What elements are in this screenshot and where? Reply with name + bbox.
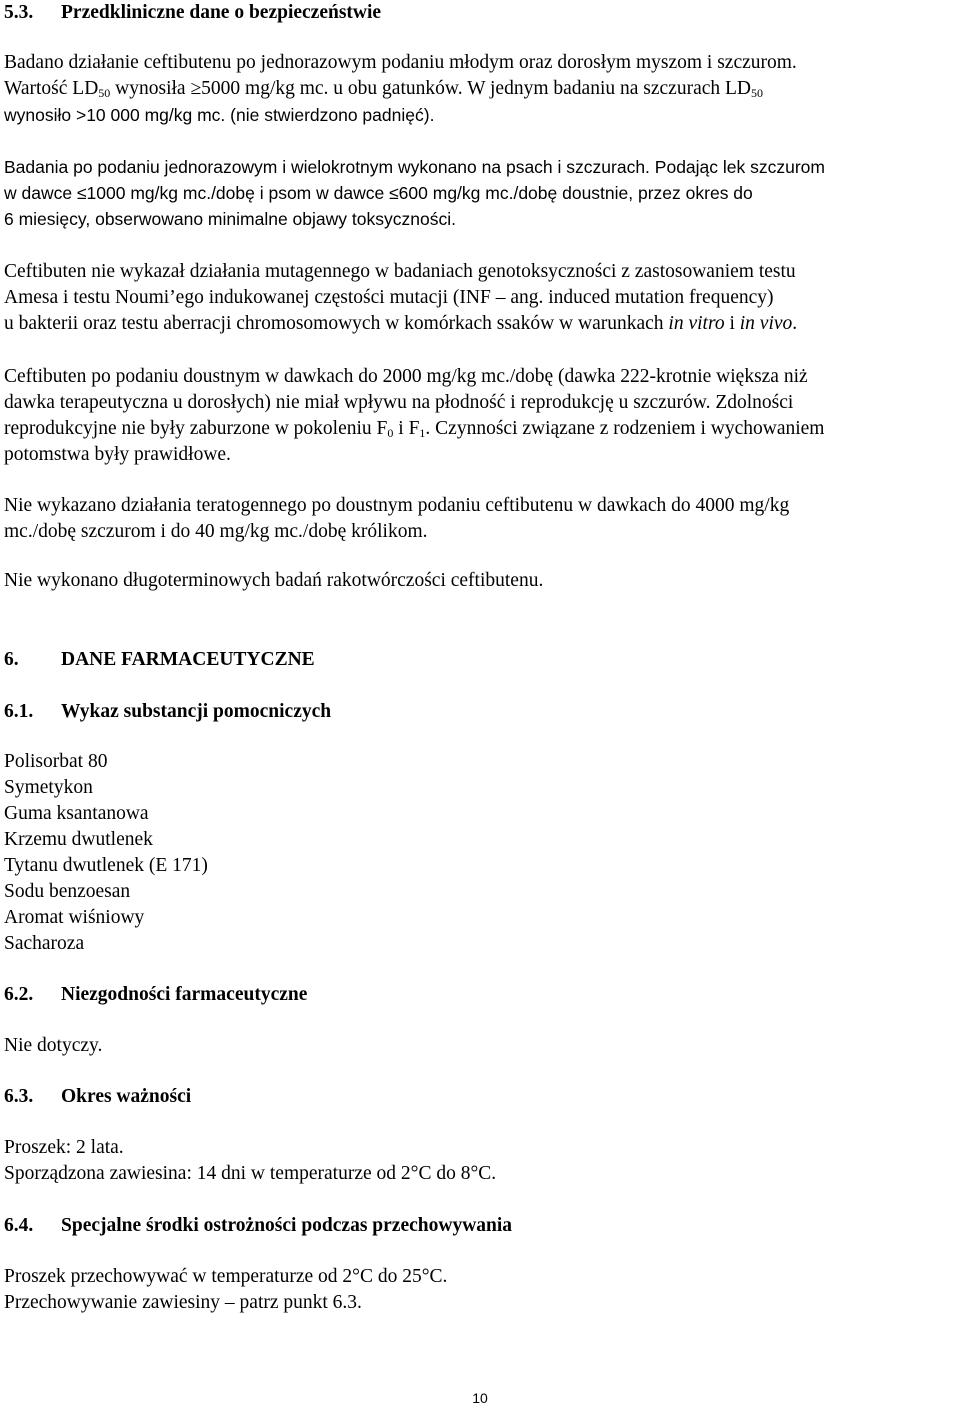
section-heading-6-2	[4, 982, 954, 1008]
section-number: 6.1.	[4, 701, 34, 722]
text-span: . Czynności związane z rodzeniem i wychowaniem	[425, 418, 825, 439]
section-heading-5-3	[4, 0, 954, 26]
list-item: Sodu benzoesan	[4, 881, 131, 902]
text-line: Proszek przechowywać w temperaturze od 2°C do 25°C.	[4, 1266, 448, 1287]
paragraph-teratogenicity	[4, 493, 954, 545]
text-span: Badania po podaniu jednorazowym i wielokrotnym wykonano na psach i szczurach.	[4, 157, 650, 177]
text-span: ≤1000 mg/kg mc.	[76, 183, 212, 203]
paragraph-repeated-dose	[4, 154, 954, 232]
paragraph-ld50	[4, 50, 954, 128]
subscript: 1	[419, 426, 426, 440]
text-line	[4, 180, 954, 206]
text-span: w dawce	[4, 183, 77, 203]
paragraph-storage	[4, 1264, 954, 1316]
text-span: i F	[393, 418, 420, 439]
subscript: 50	[98, 86, 111, 100]
text-span: reprodukcyjne nie były zaburzone w pokoleniu F	[4, 418, 388, 439]
text-line	[4, 311, 954, 337]
list-item: Tytanu dwutlenek (E 171)	[4, 855, 208, 876]
list-item: Krzemu dwutlenek	[4, 829, 153, 850]
text-span: ≤600 mg/kg mc.	[389, 183, 514, 203]
page-number: 10	[472, 1390, 488, 1406]
list-item: Polisorbat 80	[4, 751, 108, 772]
text-line: Nie dotyczy.	[4, 1035, 103, 1056]
text-line: Amesa i testu Noumi’ego indukowanej częstości mutacji (INF – ang. induced mutation frequency)	[4, 287, 774, 308]
text-line: potomstwa były prawidłowe.	[4, 444, 231, 465]
text-span: u bakterii oraz testu aberracji chromosomowych w komórkach ssaków w warunkach	[4, 313, 669, 334]
text-line: Sporządzona zawiesina: 14 dni w temperaturze od 2°C do 8°C.	[4, 1163, 497, 1184]
text-span: /dobę doustnie, przez okres do	[513, 183, 753, 203]
section-title: Niezgodności farmaceutyczne	[61, 984, 308, 1005]
text-span: i	[724, 313, 740, 334]
text-line	[4, 154, 954, 180]
italic-text: in vitro	[668, 313, 725, 334]
italic-text: in vivo	[739, 313, 793, 334]
text-span: .	[792, 313, 798, 334]
text-line	[4, 416, 954, 442]
section-number: 6.2.	[4, 984, 34, 1005]
paragraph-fertility	[4, 364, 954, 468]
section-title: Specjalne środki ostrożności podczas przechowywania	[61, 1215, 513, 1236]
section-number: 6.3.	[4, 1086, 34, 1107]
subscript: 50	[751, 86, 763, 100]
section-title: Przedkliniczne dane o bezpieczeństwie	[61, 2, 382, 23]
section-title: Okres ważności	[61, 1086, 192, 1107]
text-span: /dobę i psom w dawce	[211, 183, 390, 203]
section-heading-6-4	[4, 1213, 954, 1239]
subscript: 0	[387, 426, 394, 440]
section-title: Wykaz substancji pomocniczych	[61, 701, 332, 722]
text-line: Proszek: 2 lata.	[4, 1137, 124, 1158]
text-line	[4, 76, 954, 102]
list-item: Guma ksantanowa	[4, 803, 149, 824]
text-line: dawka terapeutyczna u dorosłych) nie miał wpływu na płodność i reprodukcję u szczurów. Zdolności	[4, 392, 794, 413]
text-line: Nie wykazano działania teratogennego po doustnym podaniu ceftibutenu w dawkach do 4000 mg/kg	[4, 495, 790, 516]
section-number: 6.4.	[4, 1215, 34, 1236]
text-line: Ceftibuten nie wykazał działania mutagennego w badaniach genotoksyczności z zastosowaniem testu	[4, 261, 796, 282]
text-span: wynosiła ≥5000 mg/kg mc. u obu gatunków. W jednym badaniu na szczurach LD	[110, 78, 751, 99]
text-line: Nie wykonano długoterminowych badań rakotwórczości ceftibutenu.	[4, 570, 544, 591]
paragraph-shelf-life	[4, 1135, 954, 1187]
text-span: Podając lek szczurom	[649, 157, 825, 177]
section-number: 5.3.	[4, 2, 34, 23]
text-line: wynosiło >10 000 mg/kg mc. (nie stwierdzono padnięć).	[4, 105, 435, 125]
paragraph-incompatibilities	[4, 1033, 954, 1059]
section-number: 6.	[4, 649, 19, 670]
paragraph-mutagenicity	[4, 259, 954, 337]
excipients-list	[4, 749, 954, 957]
section-heading-6	[4, 647, 954, 673]
text-line: Badano działanie ceftibutenu po jednorazowym podaniu młodym oraz dorosłym myszom i szczurom.	[4, 52, 797, 73]
paragraph-carcinogenicity	[4, 568, 954, 594]
text-line: mc./dobę szczurom i do 40 mg/kg mc./dobę królikom.	[4, 521, 428, 542]
text-span: Wartość LD	[4, 78, 99, 99]
text-line: Ceftibuten po podaniu doustnym w dawkach do 2000 mg/kg mc./dobę (dawka 222-krotnie większa niż	[4, 366, 808, 387]
list-item: Symetykon	[4, 777, 93, 798]
text-line: Przechowywanie zawiesiny – patrz punkt 6.3.	[4, 1292, 362, 1313]
text-line: 6 miesięcy, obserwowano minimalne objawy toksyczności.	[4, 209, 456, 229]
section-heading-6-1	[4, 699, 954, 725]
list-item: Sacharoza	[4, 933, 85, 954]
list-item: Aromat wiśniowy	[4, 907, 145, 928]
section-heading-6-3	[4, 1084, 954, 1110]
section-title: DANE FARMACEUTYCZNE	[61, 649, 315, 670]
